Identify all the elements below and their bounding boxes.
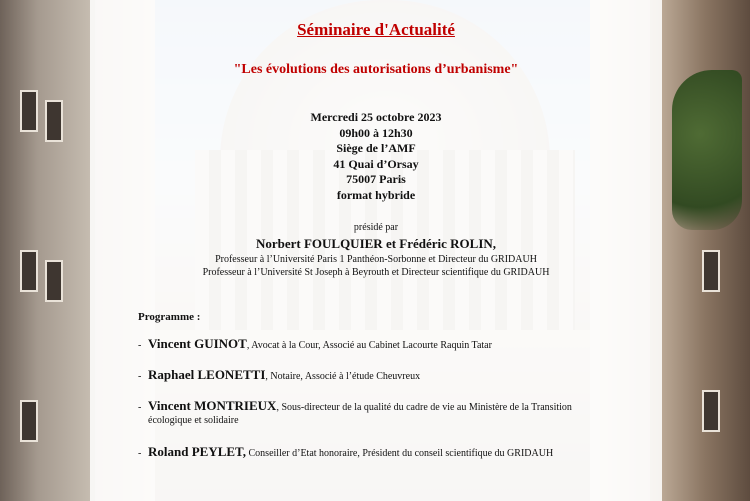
speaker-item: [138, 368, 653, 383]
programme-label: Programme :: [138, 311, 201, 323]
speaker-description: , Notaire, Associé à l’étude Cheuvreux: [265, 371, 421, 382]
list-dash: -: [138, 371, 142, 382]
building-window: [20, 400, 38, 442]
chairs-roles: [90, 253, 662, 279]
building-window: [20, 90, 38, 132]
event-address-street: 41 Quai d’Orsay: [333, 156, 419, 171]
left-building: [0, 0, 95, 501]
tree-foliage: [672, 70, 742, 230]
event-format: format hybride: [336, 187, 416, 202]
speaker-name: Vincent GUINOT: [148, 336, 247, 351]
chair-role-1: Professeur à l’Université Paris 1 Panthéon-Sorbonne et Directeur du GRIDAUH: [215, 254, 537, 265]
event-date: Mercredi 25 octobre 2023: [310, 110, 442, 124]
building-window: [45, 100, 63, 142]
speaker-description: , Sous-directeur de la qualité du cadre de vie au Ministère de la Transition: [276, 402, 572, 413]
chair-role-2: Professeur à l’Université St Joseph à Beyrouth et Directeur scientifique du GRIDAUH: [202, 267, 550, 278]
page-title: Séminaire d'Actualité: [297, 20, 455, 39]
chairs-names: Norbert FOULQUIER et Frédéric ROLIN,: [255, 236, 497, 251]
speaker-name: Vincent MONTRIEUX: [148, 398, 277, 413]
event-info: [90, 110, 662, 204]
speaker-item: [138, 445, 653, 460]
speaker-item: [138, 337, 653, 352]
speaker-description: , Avocat à la Cour, Associé au Cabinet Lacourte Raquin Tatar: [246, 340, 492, 351]
event-time: 09h00 à 12h30: [339, 125, 413, 140]
speaker-name: Raphael LEONETTI: [148, 367, 266, 382]
speaker-name: Roland PEYLET,: [148, 444, 247, 459]
list-dash: -: [138, 402, 142, 413]
building-window: [45, 260, 63, 302]
event-venue: Siège de l’AMF: [336, 141, 416, 156]
seminar-subtitle: "Les évolutions des autorisations d’urbanisme": [233, 62, 519, 77]
building-window: [702, 390, 720, 432]
presided-label: présidé par: [353, 222, 399, 233]
list-dash: -: [138, 340, 142, 351]
building-window: [702, 250, 720, 292]
list-dash: -: [138, 448, 142, 459]
building-window: [20, 250, 38, 292]
speaker-item: [138, 399, 653, 427]
speaker-description-continued: écologique et solidaire: [148, 415, 239, 426]
speaker-description: Conseiller d’Etat honoraire, Président du conseil scientifique du GRIDAUH: [246, 448, 554, 459]
event-address-city: 75007 Paris: [346, 172, 406, 187]
